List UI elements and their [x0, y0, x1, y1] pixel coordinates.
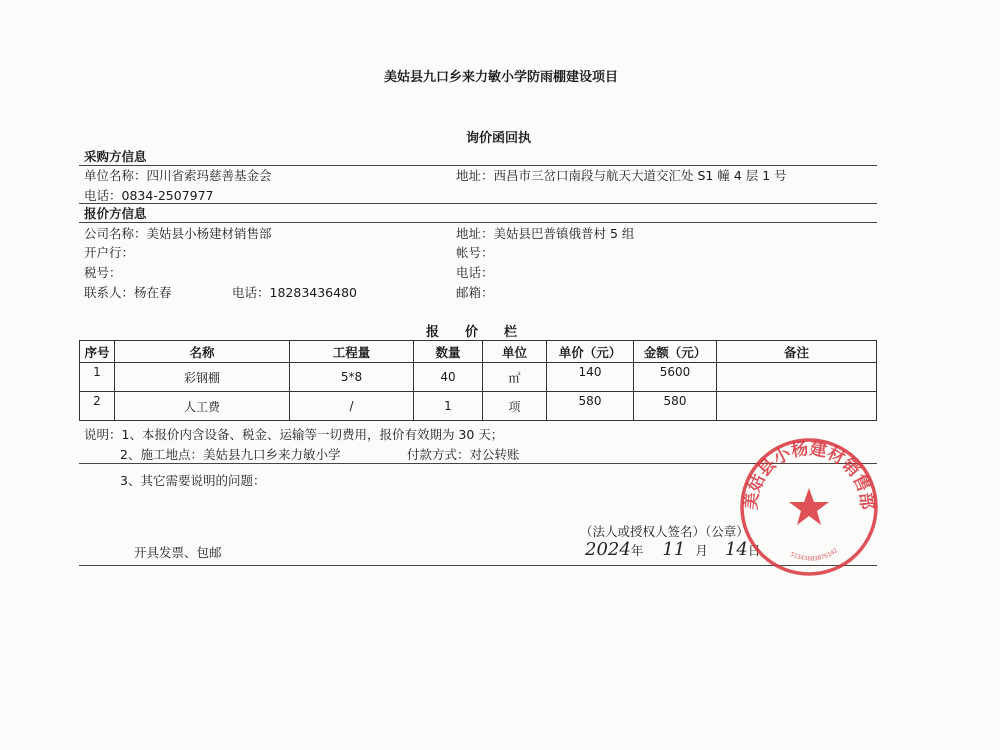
signature-day: 14 — [724, 539, 748, 560]
row-amount: 5600 — [634, 363, 717, 392]
signature-month-char: 月 — [695, 543, 708, 558]
header-remark: 备注 — [717, 341, 877, 363]
seller-contact-phone-value: 18283436480 — [269, 285, 357, 300]
seller-contact-value: 杨在春 — [134, 285, 172, 300]
row-amount: 580 — [634, 392, 717, 421]
seal-code: 51343683076142 — [788, 547, 840, 563]
row-unit-price: 140 — [547, 363, 634, 392]
table-row — [80, 363, 877, 392]
signature-label: （法人或授权人签名）（公章） — [580, 524, 749, 539]
signature-year: 2024 — [585, 539, 631, 560]
seller-contact — [84, 283, 172, 301]
buyer-unit — [84, 166, 272, 184]
header-quantity: 数量 — [414, 341, 483, 363]
buyer-bottom-rule — [79, 203, 877, 204]
row-name: 人工费 — [115, 392, 290, 421]
seller-address-value: 美姑县巴普镇俄普村 5 组 — [493, 226, 635, 241]
seller-company — [84, 224, 272, 242]
table-row — [80, 392, 877, 421]
seller-contact-label: 联系人： — [84, 285, 135, 300]
seller-contact-phone-label: 电话： — [232, 285, 270, 300]
row-remark — [717, 392, 877, 421]
header-unit: 单位 — [483, 341, 547, 363]
row-remark — [717, 363, 877, 392]
row-index: 1 — [80, 363, 115, 392]
document-title: 询价函回执 — [466, 131, 532, 146]
row-quantity: 1 — [414, 392, 483, 421]
seller-section-heading: 报价方信息 — [84, 206, 147, 221]
seller-address — [456, 224, 634, 242]
header-amount: 金额（元） — [634, 341, 717, 363]
seller-phone-label: 电话： — [456, 265, 494, 280]
project-title: 美姑县九口乡来力敏小学防雨棚建设项目 — [384, 70, 619, 85]
row-quantity-spec: / — [290, 392, 414, 421]
buyer-address — [456, 166, 787, 184]
signature-day-char: 日 — [747, 543, 761, 558]
buyer-phone — [84, 186, 214, 204]
seller-company-value: 美姑县小杨建材销售部 — [146, 226, 272, 241]
seller-address-label: 地址： — [456, 226, 494, 241]
seller-account-label: 帐号： — [456, 245, 494, 260]
seller-tax-label: 税号： — [84, 265, 122, 280]
row-index: 2 — [80, 392, 115, 421]
buyer-unit-value: 四川省索玛慈善基金会 — [146, 168, 272, 183]
seal-text: 美姑县小杨建材销售部 — [741, 439, 877, 511]
buyer-phone-value: 0834-2507977 — [121, 188, 214, 203]
row-quantity: 40 — [414, 363, 483, 392]
seller-top-rule — [79, 222, 877, 223]
signature-date — [585, 539, 760, 563]
quote-table-caption: 报 价 栏 — [426, 325, 518, 340]
row-quantity-spec: 5*8 — [290, 363, 414, 392]
row-unit: ㎡ — [483, 363, 547, 392]
buyer-section-heading: 采购方信息 — [84, 149, 147, 164]
note-line-2-payment: 付款方式：对公转账 — [407, 447, 520, 462]
buyer-address-value: 西昌市三岔口南段与航天大道交汇处 S1 幢 4 层 1 号 — [493, 168, 787, 183]
note-line-2-location: 2、施工地点：美姑县九口乡来力敏小学 — [120, 447, 341, 462]
note-line-1: 说明：1、本报价内含设备、税金、运输等一切费用，报价有效期为 30 天； — [84, 427, 504, 442]
seller-email-label: 邮箱： — [456, 285, 494, 300]
signature-year-char: 年 — [630, 543, 644, 558]
buyer-unit-label: 单位名称： — [84, 168, 147, 183]
header-name: 名称 — [115, 341, 290, 363]
quote-table-header-row — [80, 341, 877, 363]
header-unit-price: 单价（元） — [547, 341, 634, 363]
note-invoice: 开具发票、包邮 — [134, 545, 222, 560]
quote-table — [79, 340, 877, 421]
header-quantity-spec: 工程量 — [290, 341, 414, 363]
row-unit-price: 580 — [547, 392, 634, 421]
buyer-phone-label: 电话： — [84, 188, 122, 203]
note-line-3: 3、其它需要说明的问题： — [120, 473, 266, 488]
row-unit: 项 — [483, 392, 547, 421]
header-index: 序号 — [80, 341, 115, 363]
seal-star-icon — [789, 488, 829, 525]
seller-company-label: 公司名称： — [84, 226, 147, 241]
row-name: 彩钢棚 — [115, 363, 290, 392]
company-seal — [738, 436, 880, 578]
signature-month: 11 — [662, 539, 686, 560]
seller-bank-label: 开户行： — [84, 245, 135, 260]
buyer-address-label: 地址： — [456, 168, 494, 183]
seller-contact-phone — [232, 283, 357, 301]
